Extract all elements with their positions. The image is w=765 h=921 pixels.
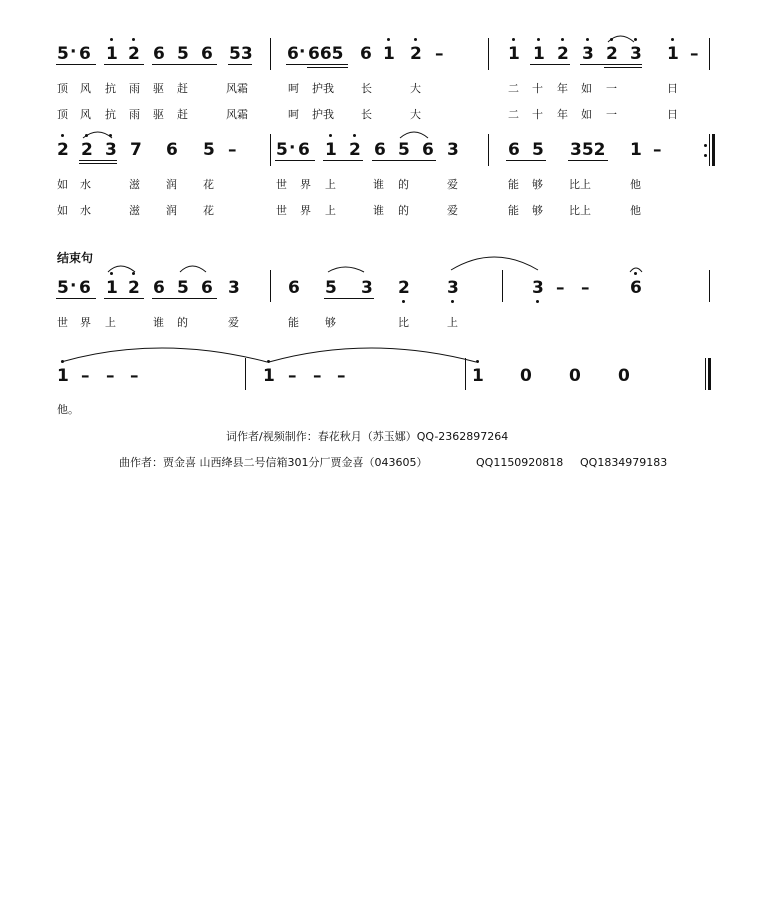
underline xyxy=(104,64,144,65)
note: 3 xyxy=(361,278,373,298)
high-dot xyxy=(61,360,64,363)
lyricist-credit: 词作者/视频制作：春花秋月（苏玉娜）QQ-2362897264 xyxy=(226,430,509,443)
note: 1 xyxy=(472,366,484,386)
high-dot xyxy=(353,134,356,137)
underline xyxy=(79,160,117,161)
high-dot xyxy=(109,134,112,137)
lyric: 顶 xyxy=(57,82,68,95)
bar-line xyxy=(488,134,489,166)
tie xyxy=(451,257,538,270)
lyric: 大 xyxy=(410,82,421,95)
note: 6 xyxy=(508,140,520,160)
dash: – xyxy=(690,44,699,64)
lyric: 的 xyxy=(398,204,409,217)
high-dot xyxy=(132,38,135,41)
note: 6 xyxy=(298,140,310,160)
note: 5 xyxy=(203,140,215,160)
high-dot xyxy=(512,38,515,41)
note: 1 xyxy=(57,366,69,386)
note: 5 xyxy=(57,278,69,298)
slur xyxy=(180,266,206,272)
lyric: 界 xyxy=(300,178,311,191)
low-dot xyxy=(451,300,454,303)
bar-line xyxy=(502,270,503,302)
lyric: 够 xyxy=(532,204,543,217)
lyric: 滋 xyxy=(129,178,140,191)
lyric: 十 xyxy=(532,108,543,121)
lyric: 上 xyxy=(447,316,458,329)
lyric: 谁 xyxy=(153,316,164,329)
note: 1 xyxy=(106,44,118,64)
final-bar-thin xyxy=(705,358,706,390)
dash: – xyxy=(130,366,139,386)
lyric: 界 xyxy=(80,316,91,329)
high-dot xyxy=(671,38,674,41)
note: 6 xyxy=(153,278,165,298)
note: 3 xyxy=(447,278,459,298)
lyric: 世 xyxy=(276,178,287,191)
lyric: 花 xyxy=(203,204,214,217)
note: 6 xyxy=(422,140,434,160)
high-dot xyxy=(387,38,390,41)
lyric: 如 xyxy=(57,178,68,191)
dash: – xyxy=(556,278,565,298)
note: 3 xyxy=(582,44,594,64)
note: 2 xyxy=(81,140,93,160)
lyric: 如 xyxy=(57,204,68,217)
slur xyxy=(328,267,364,272)
note: 0 xyxy=(569,366,581,386)
high-dot xyxy=(634,38,637,41)
note: 2 xyxy=(410,44,422,64)
bar-line xyxy=(465,358,466,390)
note: 6 xyxy=(79,44,91,64)
underline xyxy=(580,64,642,65)
low-dot xyxy=(536,300,539,303)
lyric: 爱 xyxy=(228,316,239,329)
lyric: 如 xyxy=(581,82,592,95)
lyric: 抗 xyxy=(105,82,116,95)
lyric: 风 xyxy=(80,108,91,121)
note: 6 xyxy=(166,140,178,160)
lyric: 雨 xyxy=(129,108,140,121)
lyric: 界 xyxy=(300,204,311,217)
bar-line-thick xyxy=(712,134,715,166)
lyric: 他 xyxy=(630,178,641,191)
lyric: 二 xyxy=(508,108,519,121)
underline xyxy=(275,160,315,161)
lyric: 花 xyxy=(203,178,214,191)
dash: – xyxy=(653,140,662,160)
lyric: 润 xyxy=(166,178,177,191)
underline xyxy=(152,298,217,299)
bar-line xyxy=(270,134,271,166)
high-dot xyxy=(561,38,564,41)
lyric: 滋 xyxy=(129,204,140,217)
lyric: 的 xyxy=(398,178,409,191)
high-dot xyxy=(634,272,637,275)
dash: – xyxy=(81,366,90,386)
high-dot xyxy=(132,272,135,275)
note: 6 xyxy=(153,44,165,64)
lyric: 护我 xyxy=(312,108,334,121)
high-dot xyxy=(110,272,113,275)
note: 352 xyxy=(570,140,606,160)
lyric: 比 xyxy=(398,316,409,329)
underline xyxy=(104,298,144,299)
repeat-dot xyxy=(704,154,707,157)
note: 3 xyxy=(630,44,642,64)
dash: – xyxy=(288,366,297,386)
note: 6 xyxy=(287,44,299,64)
lyric: 日 xyxy=(667,82,678,95)
composer-qq-1: QQ1150920818 xyxy=(476,456,564,469)
note: 2 xyxy=(606,44,618,64)
lyric: 爱 xyxy=(447,178,458,191)
underline xyxy=(307,67,348,68)
lyric: 的 xyxy=(177,316,188,329)
note: 6 xyxy=(374,140,386,160)
lyric: 比上 xyxy=(569,204,591,217)
dot-mark: · xyxy=(299,42,306,62)
underline xyxy=(604,67,642,68)
dash: – xyxy=(228,140,237,160)
high-dot xyxy=(61,134,64,137)
lyric: 驱 xyxy=(153,108,164,121)
lyric: 如 xyxy=(581,108,592,121)
high-dot xyxy=(610,38,613,41)
note: 5 xyxy=(177,44,189,64)
lyric: 比上 xyxy=(569,178,591,191)
note: 1 xyxy=(508,44,520,64)
bar-line xyxy=(709,134,710,166)
composer-credit: 曲作者：贾金喜 山西绛县二号信箱301分厂贾金喜（043605） xyxy=(119,456,428,469)
note: 1 xyxy=(263,366,275,386)
note: 6 xyxy=(360,44,372,64)
underline xyxy=(530,64,570,65)
underline xyxy=(152,64,217,65)
high-dot xyxy=(586,38,589,41)
bar-line xyxy=(270,38,271,70)
lyric: 上 xyxy=(325,204,336,217)
lyric: 长 xyxy=(361,82,372,95)
dot-mark: · xyxy=(70,276,77,296)
note: 1 xyxy=(630,140,642,160)
lyric: 能 xyxy=(508,178,519,191)
tie xyxy=(269,348,476,362)
bar-line xyxy=(488,38,489,70)
high-dot xyxy=(414,38,417,41)
lyric: 世 xyxy=(276,204,287,217)
high-dot xyxy=(267,360,270,363)
note: 1 xyxy=(533,44,545,64)
lyric: 一 xyxy=(606,108,617,121)
lyric: 赶 xyxy=(177,82,188,95)
note: 6 xyxy=(79,278,91,298)
note: 1 xyxy=(325,140,337,160)
high-dot xyxy=(85,134,88,137)
lyric: 风霜 xyxy=(226,82,248,95)
lyric: 够 xyxy=(325,316,336,329)
note: 2 xyxy=(128,278,140,298)
note: 5 xyxy=(276,140,288,160)
composer-qq-2: QQ1834979183 xyxy=(580,456,668,469)
note: 665 xyxy=(308,44,344,64)
slur xyxy=(400,132,428,138)
dash: – xyxy=(337,366,346,386)
note: 5 xyxy=(57,44,69,64)
lyric: 风霜 xyxy=(226,108,248,121)
note: 1 xyxy=(106,278,118,298)
bar-line xyxy=(709,270,710,302)
final-bar-thick xyxy=(708,358,711,390)
note: 0 xyxy=(520,366,532,386)
note: 0 xyxy=(618,366,630,386)
lyric: 顶 xyxy=(57,108,68,121)
note: 5 xyxy=(325,278,337,298)
high-dot xyxy=(476,360,479,363)
note: 3 xyxy=(447,140,459,160)
note: 3 xyxy=(532,278,544,298)
lyric: 谁 xyxy=(373,178,384,191)
note: 2 xyxy=(398,278,410,298)
note: 1 xyxy=(383,44,395,64)
repeat-dot xyxy=(704,144,707,147)
note: 6 xyxy=(630,278,642,298)
underline xyxy=(372,160,436,161)
section-heading: 结束句 xyxy=(57,251,94,265)
note: 2 xyxy=(349,140,361,160)
lyric: 够 xyxy=(532,178,543,191)
dash: – xyxy=(313,366,322,386)
dash: – xyxy=(106,366,115,386)
lyric: 风 xyxy=(80,82,91,95)
high-dot xyxy=(537,38,540,41)
note: 6 xyxy=(201,278,213,298)
note: 6 xyxy=(288,278,300,298)
lyric: 长 xyxy=(361,108,372,121)
note: 5 xyxy=(532,140,544,160)
bar-line xyxy=(245,358,246,390)
bar-line xyxy=(709,38,710,70)
underline xyxy=(568,160,608,161)
underline xyxy=(506,160,546,161)
note: 3 xyxy=(228,278,240,298)
underline xyxy=(56,64,96,65)
dash: – xyxy=(435,44,444,64)
low-dot xyxy=(402,300,405,303)
lyric: 能 xyxy=(508,204,519,217)
lyric: 赶 xyxy=(177,108,188,121)
underline xyxy=(324,298,374,299)
lyric: 他。 xyxy=(57,403,79,416)
lyric: 十 xyxy=(532,82,543,95)
lyric: 护我 xyxy=(312,82,334,95)
lyric: 呵 xyxy=(288,82,299,95)
lyric: 上 xyxy=(105,316,116,329)
lyric: 年 xyxy=(557,82,568,95)
high-dot xyxy=(110,38,113,41)
lyric: 雨 xyxy=(129,82,140,95)
lyric: 二 xyxy=(508,82,519,95)
lyric: 水 xyxy=(80,204,91,217)
lyric: 驱 xyxy=(153,82,164,95)
underline xyxy=(79,163,117,164)
lyric: 世 xyxy=(57,316,68,329)
lyric: 日 xyxy=(667,108,678,121)
underline xyxy=(228,64,252,65)
tie xyxy=(61,348,267,362)
note: 1 xyxy=(667,44,679,64)
dot-mark: · xyxy=(289,138,296,158)
note: 2 xyxy=(128,44,140,64)
note: 5 xyxy=(398,140,410,160)
bar-line xyxy=(270,270,271,302)
note: 5 xyxy=(177,278,189,298)
lyric: 上 xyxy=(325,178,336,191)
underline xyxy=(286,64,348,65)
underline xyxy=(323,160,363,161)
lyric: 能 xyxy=(288,316,299,329)
lyric: 爱 xyxy=(447,204,458,217)
lyric: 呵 xyxy=(288,108,299,121)
lyric: 抗 xyxy=(105,108,116,121)
lyric: 谁 xyxy=(373,204,384,217)
underline xyxy=(56,298,96,299)
lyric: 一 xyxy=(606,82,617,95)
lyric: 年 xyxy=(557,108,568,121)
lyric: 大 xyxy=(410,108,421,121)
lyric: 他 xyxy=(630,204,641,217)
slur xyxy=(108,266,135,272)
high-dot xyxy=(329,134,332,137)
note: 3 xyxy=(105,140,117,160)
note: 2 xyxy=(57,140,69,160)
lyric: 水 xyxy=(80,178,91,191)
note: 2 xyxy=(557,44,569,64)
note: 53 xyxy=(229,44,253,64)
lyric: 润 xyxy=(166,204,177,217)
note: 7 xyxy=(130,140,142,160)
note: 6 xyxy=(201,44,213,64)
dash: – xyxy=(581,278,590,298)
dot-mark: · xyxy=(70,42,77,62)
